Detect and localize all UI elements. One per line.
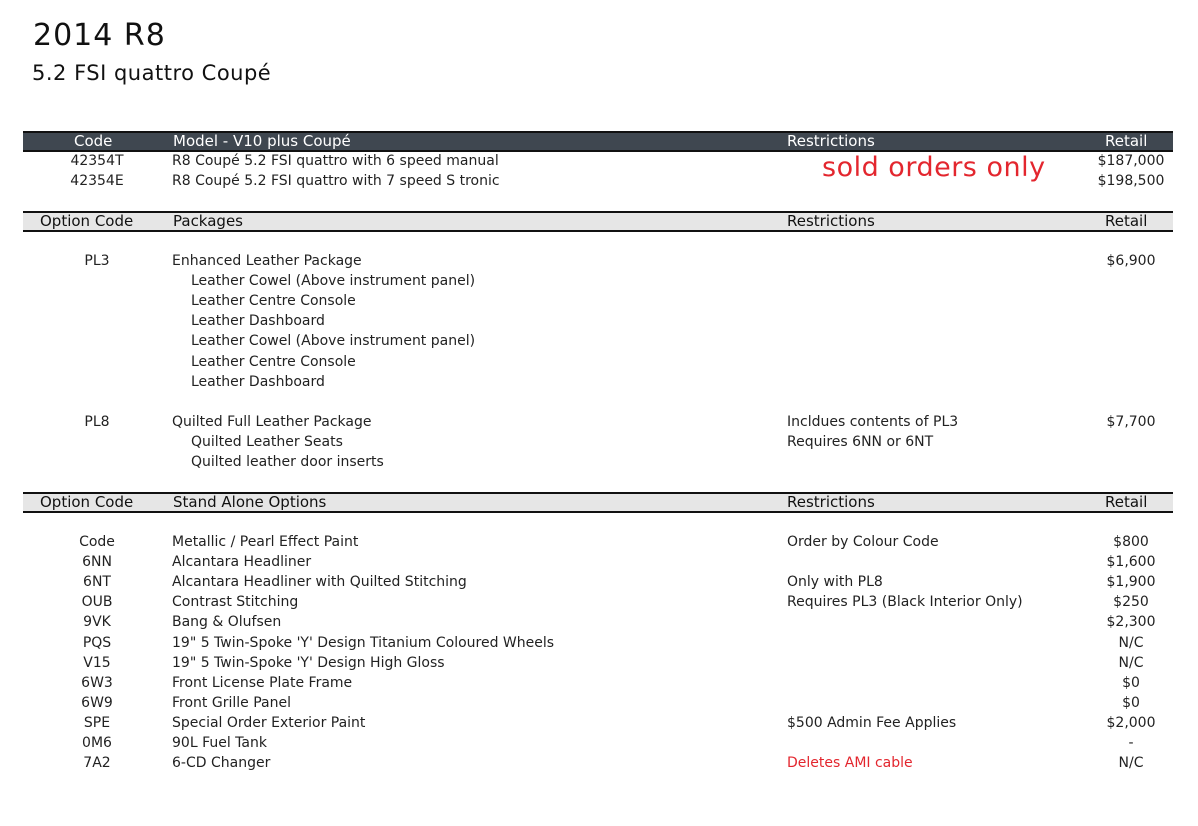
item-retail-price: $250 [1113,594,1149,611]
item-description: Quilted Full Leather Package [172,413,372,430]
item-retail-price: $2,000 [1106,714,1156,731]
item-description: 6-CD Changer [172,755,271,772]
options-header [23,492,1173,513]
table-row [0,532,1198,552]
item-restriction: Requires PL3 (Black Interior Only) [787,594,1023,611]
item-description: 19" 5 Twin-Spoke 'Y' Design High Gloss [172,654,445,671]
table-row [0,612,1198,632]
table-row [0,713,1198,733]
option-code: 9VK [83,614,111,631]
item-description: Quilted Leather Seats [191,433,343,450]
header-retail: Retail [1105,493,1148,511]
option-code: OUB [81,594,113,611]
table-row [0,633,1198,653]
item-retail-price: $800 [1113,534,1149,550]
header-option-code: Option Code [40,212,134,230]
item-restriction: $500 Admin Fee Applies [787,714,957,731]
table-row [0,372,1198,392]
table-row [0,693,1198,713]
item-retail-price: $0 [1122,674,1140,691]
table-row [0,753,1198,773]
item-retail-price: - [1128,735,1134,751]
item-retail-price: $6,900 [1106,253,1156,269]
packages-header [23,211,1173,232]
models-header [23,131,1173,152]
item-description: 90L Fuel Tank [172,735,267,751]
item-retail-price: $0 [1122,694,1140,711]
item-description: Quilted leather door inserts [191,453,384,470]
table-row [0,352,1198,372]
header-restrictions: Restrictions [787,132,875,150]
option-code: 0M6 [82,735,112,751]
item-description: 19" 5 Twin-Spoke 'Y' Design Titanium Coloured Wheels [172,634,555,651]
table-row [0,673,1198,693]
option-code: PQS [82,634,112,651]
item-retail-price: N/C [1118,634,1144,651]
item-retail-price: N/C [1118,654,1144,671]
page-title: 2014 R8 [33,18,166,53]
table-row [0,552,1198,572]
item-restriction: Requires 6NN or 6NT [787,433,934,450]
item-description: R8 Coupé 5.2 FSI quattro with 7 speed S tronic [172,173,500,189]
item-description: Leather Dashboard [191,313,325,330]
header-stand-alone-options: Stand Alone Options [173,493,327,511]
option-code: 7A2 [83,755,111,772]
header-retail: Retail [1105,212,1148,230]
item-retail-price: $198,500 [1097,173,1165,189]
option-code: 6NT [83,574,111,591]
option-code: SPE [83,714,111,731]
table-row [0,733,1198,753]
table-row [0,592,1198,612]
option-code: Code [79,534,115,550]
table-row [0,432,1198,452]
table-row [0,291,1198,311]
item-description: Enhanced Leather Package [172,253,362,269]
item-description: Leather Centre Console [191,353,356,370]
header-restrictions: Restrictions [787,212,875,230]
item-description: Bang & Olufsen [172,614,282,631]
header-packages: Packages [173,212,243,230]
table-row [0,331,1198,351]
item-retail-price: $1,900 [1106,574,1156,591]
header-model: Model - V10 plus Coupé [173,132,351,150]
item-description: R8 Coupé 5.2 FSI quattro with 6 speed manual [172,153,499,169]
page-subtitle: 5.2 FSI quattro Coupé [32,61,272,85]
option-code: 42354E [70,173,124,189]
option-code: V15 [83,654,111,671]
header-option-code: Option Code [40,493,134,511]
item-description: Special Order Exterior Paint [172,714,366,731]
option-code: PL3 [84,253,110,269]
item-description: Leather Dashboard [191,373,325,390]
item-description: Front License Plate Frame [172,674,353,691]
table-row [0,311,1198,331]
option-code: PL8 [84,413,110,430]
table-row [0,452,1198,472]
item-retail-price: $2,300 [1106,614,1156,631]
item-description: Contrast Stitching [172,594,299,611]
option-code: 42354T [70,153,124,169]
item-restriction: Order by Colour Code [787,534,939,550]
item-retail-price: $7,700 [1106,413,1156,430]
header-restrictions: Restrictions [787,493,875,511]
item-description: Metallic / Pearl Effect Paint [172,534,359,550]
item-restriction: Deletes AMI cable [787,755,913,772]
table-row [0,653,1198,673]
item-description: Alcantara Headliner [172,554,312,571]
item-retail-price: $187,000 [1097,153,1165,169]
item-description: Leather Cowel (Above instrument panel) [191,273,476,290]
sold-orders-note: sold orders only [822,152,1046,183]
table-row [0,572,1198,592]
option-code: 6NN [82,554,112,571]
table-row [0,251,1198,271]
item-restriction: Incldues contents of PL3 [787,413,959,430]
header-code: Code [74,132,113,150]
item-retail-price: N/C [1118,755,1144,772]
item-description: Leather Centre Console [191,293,356,310]
item-retail-price: $1,600 [1106,554,1156,571]
header-retail: Retail [1105,132,1148,150]
option-code: 6W3 [81,674,113,691]
item-restriction: Only with PL8 [787,574,883,591]
table-row [0,412,1198,432]
item-description: Alcantara Headliner with Quilted Stitching [172,574,467,591]
table-row [0,271,1198,291]
item-description: Leather Cowel (Above instrument panel) [191,333,476,350]
item-description: Front Grille Panel [172,694,291,711]
option-code: 6W9 [81,694,113,711]
